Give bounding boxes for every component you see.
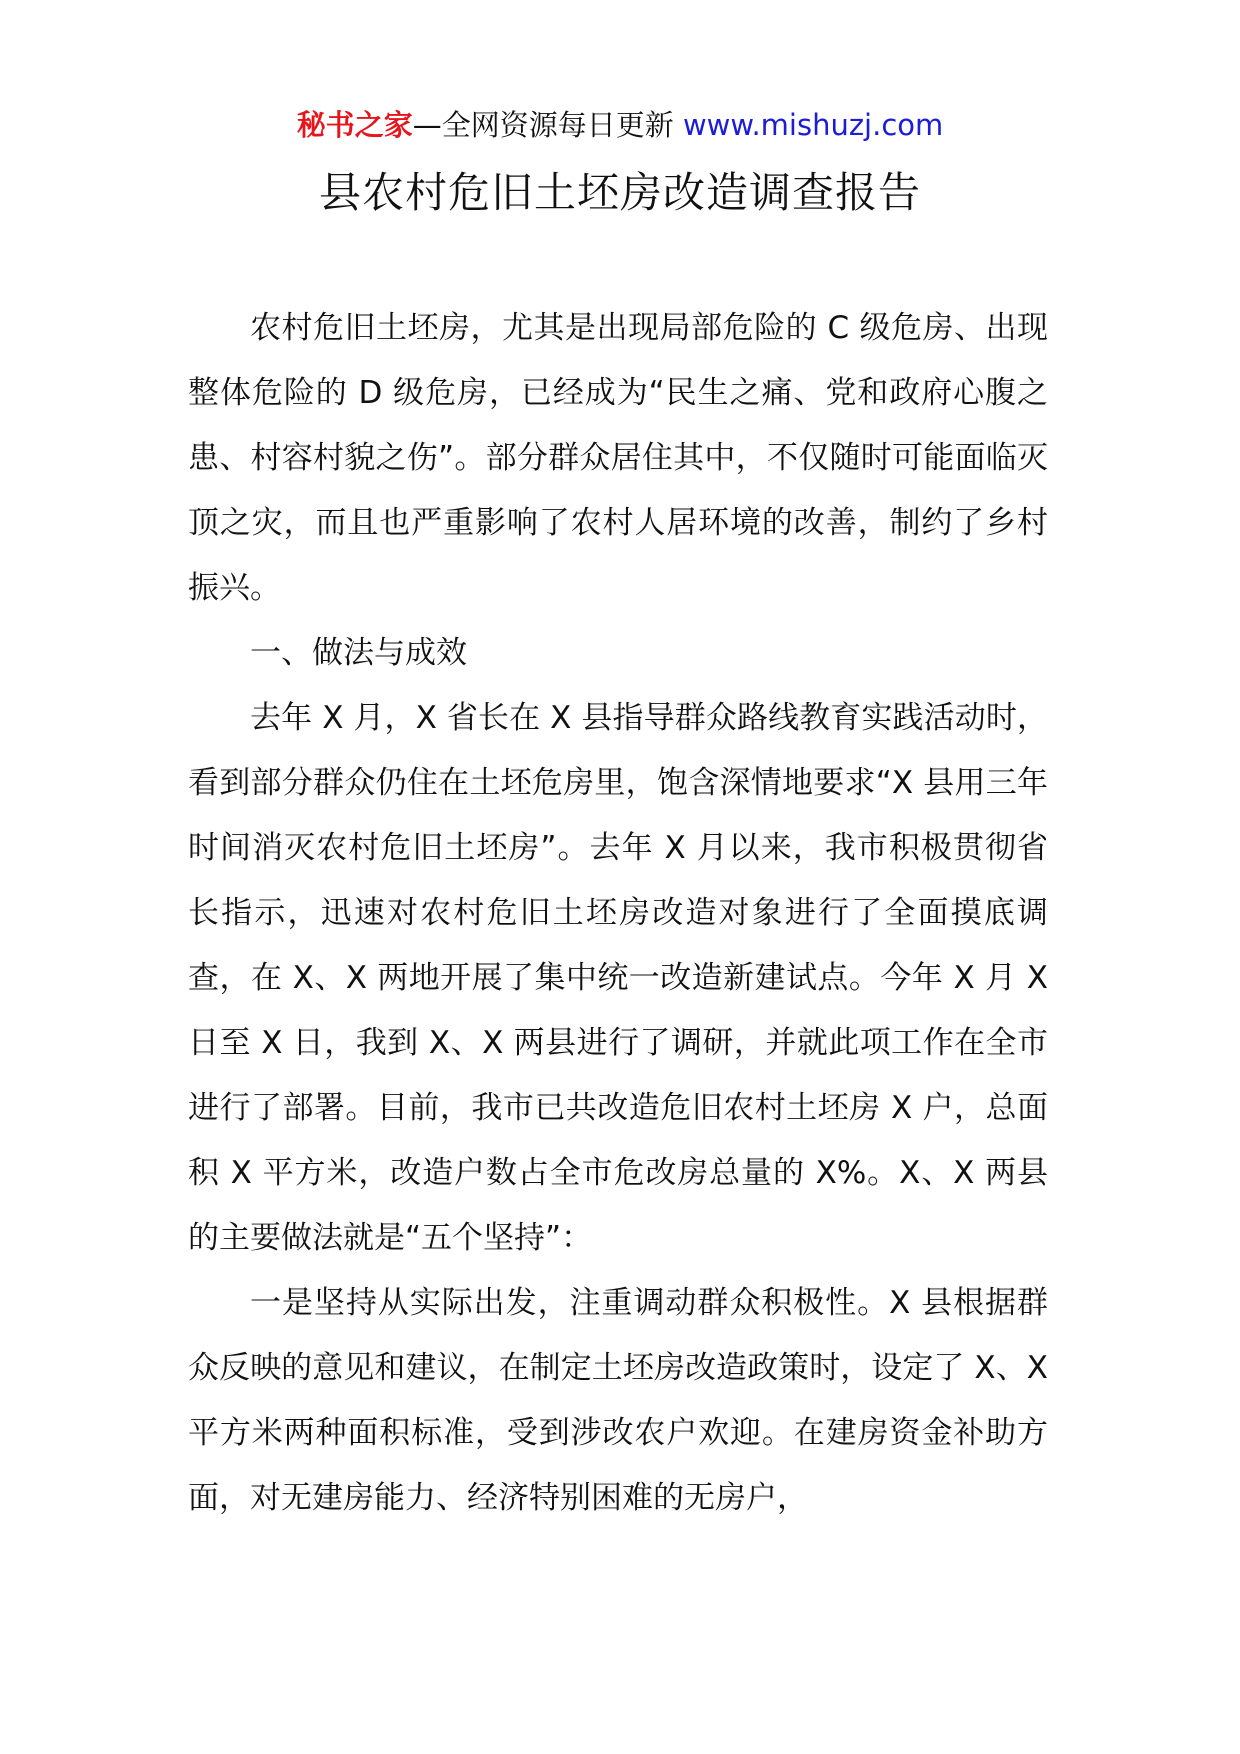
paragraph-background: 去年 X 月，X 省长在 X 县指导群众路线教育实践活动时，看到部分群众仍住在土坯危房里，饱含深情地要求“X 县用三年时间消灭农村危旧土坯房”。去年 X 月以来，我市积极贯彻省长指示，迅速对农村危旧土坯房改造对象进行了全面摸底调查，在 X、X 两地开展了集中统一改造新建试点。今年 X 月 X 日至 X 日，我到 X、X 两县进行了调研，并就此项工作在全市进行了部署。目前，我市已共改造危旧农村土坯房 X 户，总面积 X 平方米，改造户数占全市危改房总量的 X%。X、X 两县的主要做法就是“五个坚持”： (188, 700, 1048, 1256)
document-body (188, 296, 1048, 1531)
paragraph-point-one: 一是坚持从实际出发，注重调动群众积极性。X 县根据群众反映的意见和建议，在制定土坯房改造政策时，设定了 X、X 平方米两种面积标准，受到涉改农户欢迎。在建房资金补助方面，对无建房能力、经济特别困难的无房户， (188, 1285, 1048, 1516)
site-header (0, 103, 1240, 147)
site-url-link[interactable]: www.mishuzj.com (682, 108, 944, 142)
site-brand: 秘书之家 (296, 108, 413, 142)
site-tagline: —全网资源每日更新 (412, 108, 683, 142)
section-heading-practices: 一、做法与成效 (250, 635, 467, 671)
paragraph-intro: 农村危旧土坯房，尤其是出现局部危险的 C 级危房、出现整体危险的 D 级危房，已经成为“民生之痛、党和政府心腹之患、村容村貌之伤”。部分群众居住其中，不仅随时可能面临灭顶之灾，而且也严重影响了农村人居环境的改善，制约了乡村振兴。 (188, 310, 1048, 606)
document-title: 县农村危旧土坯房改造调查报告 (318, 168, 921, 217)
